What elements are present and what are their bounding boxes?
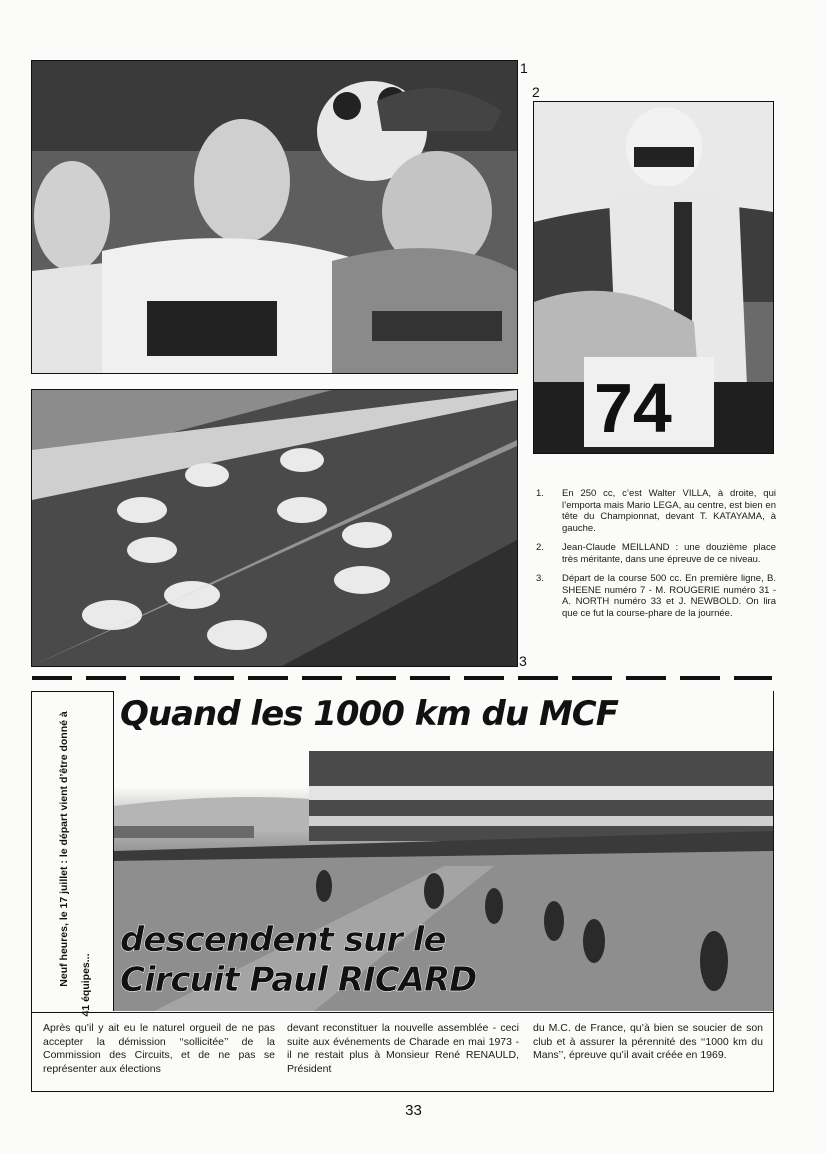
vertical-caption-line-2: 41 équipes... [80,953,93,1017]
svg-text:74: 74 [594,369,672,447]
dashed-separator [32,676,772,680]
caption-2 [536,542,776,565]
headline-line-3: Circuit Paul RICARD [120,960,477,1000]
race-start-illustration [32,390,517,666]
body-column-3: du M.C. de France, qu’à bien se soucier de son club et à assurer la pérennité des ‘‘1000 km du Mans’’, épreuve qu’il avait créée en 1969. [533,1022,763,1062]
vertical-caption [36,704,106,1017]
caption-number: 3. [536,573,544,584]
podium-photo [31,60,518,374]
caption-3 [536,573,776,619]
headline-line-2: descendent sur le [120,920,446,960]
caption-text: Départ de la course 500 cc. En première ligne, B. SHEENE numéro 7 - M. ROUGERIE numéro 31 - A. NORTH numéro 33 et J. NEWBOLD. On lira que ce fut la course-phare de la journée. [562,573,776,619]
caption-1 [536,488,776,534]
rider-portrait-photo [533,101,774,454]
photo-captions [536,488,776,627]
rider-illustration [534,102,773,453]
caption-text: En 250 cc, c’est Walter VILLA, à droite, qui l’emporta mais Mario LEGA, au centre, est bien en tête du Championnat, devant T. KATAYAMA, à gauche. [562,488,776,534]
caption-number: 1. [536,488,544,499]
photo-number-1: 1 [520,60,528,76]
headline-line-1: Quand les 1000 km du MCF [120,694,618,734]
page-number: 33 [405,1102,422,1119]
caption-number: 2. [536,542,544,553]
photo-number-3: 3 [519,653,527,669]
photo-number-2: 2 [532,84,540,100]
race-start-photo [31,389,518,667]
vertical-caption-line-1: Neuf heures, le 17 juillet : le départ vient d’être donné à [58,711,70,987]
podium-illustration [32,61,517,373]
caption-text: Jean-Claude MEILLAND : une douzième place très méritante, dans une épreuve de ce niveau. [562,542,776,565]
body-column-2: devant reconstituer la nouvelle assemblée - ceci suite aux événements de Charade en mai 1973 - il ne restait plus à Monsieur René RENAULD, Président [287,1022,519,1075]
body-column-1: Après qu’il y ait eu le naturel orgueil de ne pas accepter la démission ‘‘sollicitée’’ de la Commission des Circuits, et de ne pas se représenter aux élections [43,1022,275,1075]
